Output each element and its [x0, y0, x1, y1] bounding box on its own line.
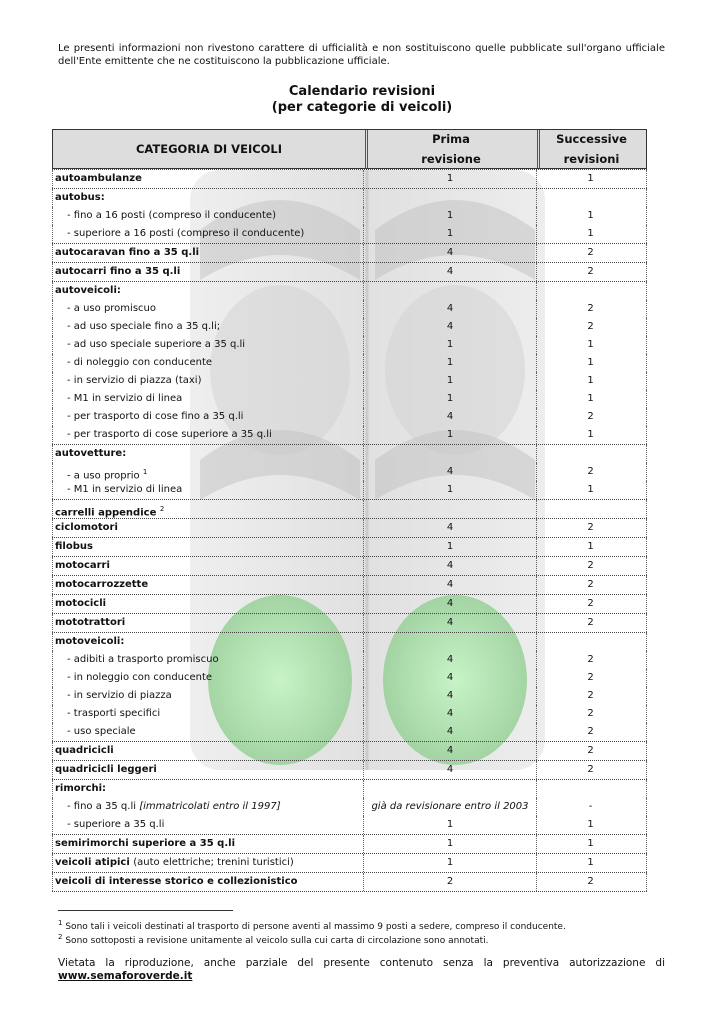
- column-divider: [646, 463, 647, 481]
- column-divider: [52, 207, 53, 225]
- first-revision-cell: 4: [446, 617, 454, 628]
- column-divider: [646, 538, 647, 556]
- first-revision-cell: 1: [446, 228, 454, 239]
- table-row: [52, 372, 647, 390]
- next-revisions-cell: 2: [587, 764, 594, 775]
- column-divider: [646, 354, 647, 372]
- category-label: autovetture:: [55, 448, 127, 459]
- first-revision-cell: 4: [446, 672, 454, 683]
- category-label: - per trasporto di cose fino a 35 q.li: [67, 411, 244, 422]
- column-divider: [52, 614, 53, 632]
- category-label: - in noleggio con conducente: [67, 672, 213, 683]
- column-divider: [536, 633, 537, 651]
- column-divider: [52, 189, 53, 207]
- column-divider: [646, 816, 647, 834]
- category-label: semirimorchi superiore a 35 q.li: [55, 838, 235, 849]
- next-revisions-cell: 2: [587, 598, 594, 609]
- column-divider: [52, 651, 53, 669]
- category-cell: [55, 595, 106, 613]
- first-revision-cell: 4: [446, 654, 454, 665]
- table-row: [52, 282, 647, 300]
- column-divider: [646, 225, 647, 243]
- column-divider: [646, 576, 647, 594]
- column-divider: [646, 244, 647, 262]
- column-divider: [646, 742, 647, 760]
- category-label: filobus: [55, 541, 93, 552]
- first-revision-cell: 1: [446, 375, 454, 386]
- header-first-l2: revisione: [421, 152, 481, 166]
- category-label: rimorchi:: [55, 783, 107, 794]
- column-divider: [52, 816, 53, 834]
- footnote-1-text: Sono tali i veicoli destinati al trasporto di persone aventi al massimo 9 posti a sedere, compreso il conducente.: [65, 922, 566, 932]
- category-cell: [55, 557, 110, 575]
- category-cell: [55, 445, 126, 463]
- column-divider: [646, 189, 647, 207]
- category-cell: [55, 816, 164, 834]
- category-cell: [55, 225, 304, 243]
- column-divider: [646, 873, 647, 891]
- next-revisions-cell: 2: [587, 466, 594, 477]
- next-revisions-cell: 2: [587, 522, 594, 533]
- first-revision-cell: 1: [446, 210, 454, 221]
- column-divider: [646, 519, 647, 537]
- first-revision-cell: 1: [446, 393, 454, 404]
- category-label: - adibiti a trasporto promiscuo: [67, 654, 219, 665]
- category-cell: [55, 244, 199, 262]
- category-cell: [55, 170, 142, 188]
- table-row: [52, 835, 647, 854]
- category-cell: [55, 854, 294, 872]
- category-cell: [55, 263, 180, 281]
- column-divider: [646, 408, 647, 426]
- first-revision-cell: 4: [446, 579, 454, 590]
- category-label: - fino a 35 q.li: [67, 801, 137, 812]
- column-divider: [646, 761, 647, 779]
- column-divider: [646, 798, 647, 816]
- table-row: [52, 614, 647, 633]
- column-divider: [536, 780, 537, 798]
- column-divider: [52, 742, 53, 760]
- header-category: CATEGORIA DI VEICOLI: [53, 130, 368, 168]
- column-divider: [52, 835, 53, 853]
- page-title: Calendario revisioni: [288, 84, 436, 99]
- table-row: [52, 595, 647, 614]
- category-cell: [55, 761, 157, 779]
- column-divider: [52, 263, 53, 281]
- category-cell: [55, 354, 212, 372]
- table-row: [52, 408, 647, 426]
- column-divider: [52, 225, 53, 243]
- table-row: [52, 169, 647, 189]
- table-body: [52, 169, 647, 892]
- revision-table: [52, 129, 647, 892]
- category-cell: [55, 705, 160, 723]
- next-revisions-cell: 1: [587, 173, 594, 184]
- first-revision-cell: 4: [446, 466, 454, 477]
- column-divider: [52, 519, 53, 537]
- category-label: autocarri fino a 35 q.li: [55, 266, 181, 277]
- category-label: - superiore a 35 q.li: [67, 819, 165, 830]
- column-divider: [52, 595, 53, 613]
- column-divider: [646, 835, 647, 853]
- column-divider: [536, 282, 537, 300]
- category-label: - M1 in servizio di linea: [67, 393, 183, 404]
- category-cell: [55, 687, 172, 705]
- table-row: [52, 481, 647, 500]
- first-revision-cell: 4: [446, 745, 454, 756]
- category-label: veicoli di interesse storico e collezionistico: [55, 876, 298, 887]
- footnote-1-number: 1: [58, 919, 63, 927]
- category-cell: [55, 519, 118, 537]
- category-label: autobus:: [55, 192, 105, 203]
- first-revision-cell: 1: [446, 357, 454, 368]
- table-row: [52, 189, 647, 207]
- column-divider: [52, 481, 53, 499]
- column-divider: [646, 207, 647, 225]
- category-cell: [55, 300, 156, 318]
- category-label: quadricicli leggeri: [55, 764, 157, 775]
- next-revisions-cell: 2: [587, 411, 594, 422]
- column-divider: [646, 318, 647, 336]
- category-label: quadricicli: [55, 745, 114, 756]
- table-row: [52, 669, 647, 687]
- table-row: [52, 426, 647, 445]
- category-label: - in servizio di piazza: [67, 690, 172, 701]
- first-revision-cell: 4: [446, 247, 454, 258]
- column-divider: [646, 500, 647, 518]
- column-divider: [363, 633, 364, 651]
- table-row: [52, 816, 647, 835]
- column-divider: [52, 463, 53, 481]
- first-revision-cell: 1: [446, 484, 454, 495]
- table-row: [52, 263, 647, 282]
- category-cell: [55, 538, 93, 556]
- category-label: - fino a 16 posti (compreso il conducente): [67, 210, 276, 221]
- next-revisions-cell: 1: [587, 393, 594, 404]
- table-row: [52, 500, 647, 519]
- column-divider: [646, 282, 647, 300]
- category-cell: [55, 336, 245, 354]
- next-revisions-cell: 1: [587, 339, 594, 350]
- table-row: [52, 576, 647, 595]
- column-divider: [646, 595, 647, 613]
- category-cell: [55, 390, 182, 408]
- column-divider: [52, 538, 53, 556]
- footnote-2: [58, 931, 489, 947]
- table-row: [52, 463, 647, 481]
- category-label: - M1 in servizio di linea: [67, 484, 183, 495]
- column-divider: [52, 557, 53, 575]
- table-row: [52, 225, 647, 244]
- category-cell: [55, 576, 148, 594]
- header-next-revisions: [537, 130, 646, 168]
- category-cell: [55, 873, 298, 891]
- column-divider: [52, 390, 53, 408]
- table-row: [52, 390, 647, 408]
- column-divider: [52, 336, 53, 354]
- category-label: - trasporti specifici: [67, 708, 161, 719]
- column-divider: [52, 798, 53, 816]
- category-label: motocarri: [55, 560, 110, 571]
- copyright-notice: Vietata la riproduzione, anche parziale del presente contenuto senza la preventiva autorizzazione di: [58, 957, 665, 969]
- first-revision-cell: 1: [446, 339, 454, 350]
- first-revision-cell: 4: [446, 411, 454, 422]
- table-row: [52, 854, 647, 873]
- table-row: [52, 873, 647, 892]
- column-divider: [536, 189, 537, 207]
- table-row: [52, 742, 647, 761]
- table-row: [52, 761, 647, 780]
- category-cell: [55, 651, 219, 669]
- next-revisions-cell: 2: [587, 745, 594, 756]
- first-revision-cell: 1: [446, 838, 454, 849]
- column-divider: [52, 687, 53, 705]
- next-revisions-cell: 1: [587, 228, 594, 239]
- category-label: autoambulanze: [55, 173, 142, 184]
- website-link[interactable]: www.semaforoverde.it: [58, 970, 193, 982]
- column-divider: [52, 500, 53, 518]
- column-divider: [52, 445, 53, 463]
- category-note: [immatricolati entro il 1997]: [139, 801, 281, 812]
- column-divider: [646, 300, 647, 318]
- column-divider: [646, 445, 647, 463]
- category-cell: [55, 742, 114, 760]
- first-revision-cell: 4: [446, 266, 454, 277]
- category-label: - a uso proprio: [67, 470, 140, 482]
- category-label: ciclomotori: [55, 522, 118, 533]
- column-divider: [646, 651, 647, 669]
- column-divider: [52, 426, 53, 444]
- category-cell: [55, 723, 136, 741]
- column-divider: [646, 614, 647, 632]
- column-divider: [52, 318, 53, 336]
- next-revisions-cell: 2: [587, 266, 594, 277]
- column-divider: [52, 354, 53, 372]
- next-revisions-cell: 2: [587, 247, 594, 258]
- next-revisions-cell: 2: [587, 579, 594, 590]
- column-divider: [52, 576, 53, 594]
- first-revision-cell: 4: [446, 690, 454, 701]
- next-revisions-cell: 2: [587, 708, 594, 719]
- header-next-l2: revisioni: [563, 152, 620, 166]
- first-revision-cell: 2: [446, 876, 454, 887]
- next-revisions-cell: 1: [587, 375, 594, 386]
- footnote-separator: [58, 910, 233, 911]
- category-label: motoveicoli:: [55, 636, 125, 647]
- column-divider: [52, 633, 53, 651]
- footnote-ref: 1: [142, 468, 148, 476]
- next-revisions-cell: 1: [587, 357, 594, 368]
- table-row: [52, 723, 647, 742]
- footnote-2-text: Sono sottoposti a revisione unitamente al veicolo sulla cui carta di circolazione sono annotati.: [65, 936, 489, 946]
- column-divider: [52, 244, 53, 262]
- table-row: [52, 687, 647, 705]
- column-divider: [646, 336, 647, 354]
- category-cell: [55, 408, 243, 426]
- category-label: motocicli: [55, 598, 107, 609]
- column-divider: [52, 408, 53, 426]
- column-divider: [646, 854, 647, 872]
- category-cell: [55, 614, 125, 632]
- next-revisions-cell: 1: [587, 857, 594, 868]
- category-cell: [55, 780, 106, 798]
- column-divider: [646, 705, 647, 723]
- table-row: [52, 207, 647, 225]
- column-divider: [646, 170, 647, 188]
- column-divider: [536, 445, 537, 463]
- footnote-2-number: 2: [58, 933, 63, 941]
- column-divider: [363, 282, 364, 300]
- next-revisions-cell: 2: [587, 560, 594, 571]
- table-row: [52, 300, 647, 318]
- header-first-l1: Prima: [432, 132, 470, 146]
- next-revisions-cell: 2: [587, 654, 594, 665]
- first-revision-cell: 1: [446, 819, 454, 830]
- column-divider: [646, 633, 647, 651]
- category-label: - in servizio di piazza (taxi): [67, 375, 202, 386]
- first-revision-cell: 4: [446, 598, 454, 609]
- column-divider: [646, 390, 647, 408]
- column-divider: [646, 723, 647, 741]
- category-label: motocarrozzette: [55, 579, 149, 590]
- category-cell: [55, 798, 281, 816]
- category-cell: [55, 669, 212, 687]
- next-revisions-cell: 1: [587, 819, 594, 830]
- category-label: - di noleggio con conducente: [67, 357, 213, 368]
- first-revision-cell: 4: [446, 726, 454, 737]
- category-cell: [55, 318, 220, 336]
- first-revision-cell: 1: [446, 429, 454, 440]
- table-row: [52, 557, 647, 576]
- table-row: [52, 354, 647, 372]
- column-divider: [646, 687, 647, 705]
- category-label: carrelli appendice: [55, 507, 157, 519]
- table-row: [52, 244, 647, 263]
- column-divider: [536, 500, 537, 518]
- column-divider: [52, 761, 53, 779]
- column-divider: [52, 669, 53, 687]
- first-revision-cell: 1: [446, 173, 454, 184]
- column-divider: [52, 873, 53, 891]
- column-divider: [646, 557, 647, 575]
- column-divider: [646, 481, 647, 499]
- category-label: - per trasporto di cose superiore a 35 q.li: [67, 429, 272, 440]
- table-row: [52, 445, 647, 463]
- category-cell: [55, 633, 124, 651]
- category-label: autocaravan fino a 35 q.li: [55, 247, 200, 258]
- column-divider: [52, 705, 53, 723]
- column-divider: [52, 282, 53, 300]
- category-label: - uso speciale: [67, 726, 136, 737]
- category-label: autoveicoli:: [55, 285, 121, 296]
- category-label: - a uso promiscuo: [67, 303, 156, 314]
- next-revisions-cell: 1: [587, 541, 594, 552]
- column-divider: [363, 445, 364, 463]
- table-row: [52, 336, 647, 354]
- table-row: [52, 780, 647, 798]
- first-revision-cell: 4: [446, 764, 454, 775]
- column-divider: [52, 854, 53, 872]
- column-divider: [363, 189, 364, 207]
- table-row: [52, 519, 647, 538]
- column-divider: [52, 723, 53, 741]
- header-first-revision: [365, 130, 540, 168]
- category-cell: [55, 282, 121, 300]
- category-cell: [55, 207, 276, 225]
- column-divider: [363, 500, 364, 518]
- category-label: - ad uso speciale superiore a 35 q.li: [67, 339, 246, 350]
- first-revision-cell: 4: [446, 708, 454, 719]
- footnote-ref: 2: [159, 505, 165, 513]
- column-divider: [363, 780, 364, 798]
- first-revision-cell: 4: [446, 303, 454, 314]
- first-revision-cell: 1: [446, 857, 454, 868]
- category-label: veicoli atipici: [55, 857, 130, 868]
- next-revisions-cell: 2: [587, 321, 594, 332]
- disclaimer-text: Le presenti informazioni non rivestono carattere di ufficialità e non sostituiscono quelle pubblicate sull'organo ufficiale dell'Ente emittente che ne costituiscono la pubblicazione ufficiale.: [58, 43, 665, 67]
- category-note: (auto elettriche; trenini turistici): [133, 857, 294, 868]
- category-label: mototrattori: [55, 617, 126, 628]
- table-row: [52, 705, 647, 723]
- category-cell: [55, 835, 235, 853]
- next-revisions-cell: 2: [587, 876, 594, 887]
- next-revisions-cell: 2: [587, 690, 594, 701]
- table-row: [52, 318, 647, 336]
- next-revisions-cell: -: [588, 801, 593, 812]
- header-next-l1: Successive: [556, 132, 627, 146]
- category-cell: [55, 426, 272, 444]
- page-subtitle: (per categorie di veicoli): [271, 100, 453, 115]
- table-row: [52, 651, 647, 669]
- next-revisions-cell: 2: [587, 672, 594, 683]
- table-row: [52, 798, 647, 816]
- category-label: - ad uso speciale fino a 35 q.li;: [67, 321, 221, 332]
- column-divider: [52, 372, 53, 390]
- next-revisions-cell: 2: [587, 303, 594, 314]
- column-divider: [646, 780, 647, 798]
- table-header: [52, 129, 647, 169]
- first-revision-cell: 1: [446, 541, 454, 552]
- category-label: - superiore a 16 posti (compreso il conducente): [67, 228, 305, 239]
- first-revision-cell: 4: [446, 321, 454, 332]
- column-divider: [646, 669, 647, 687]
- category-cell: [55, 481, 182, 499]
- first-revision-cell: 4: [446, 522, 454, 533]
- next-revisions-cell: 1: [587, 484, 594, 495]
- next-revisions-cell: 1: [587, 210, 594, 221]
- next-revisions-cell: 1: [587, 429, 594, 440]
- column-divider: [52, 300, 53, 318]
- first-revision-cell: 4: [446, 560, 454, 571]
- column-divider: [646, 263, 647, 281]
- column-divider: [52, 780, 53, 798]
- table-row: [52, 538, 647, 557]
- column-divider: [52, 170, 53, 188]
- first-revision-cell: già da revisionare entro il 2003: [371, 801, 529, 812]
- table-row: [52, 633, 647, 651]
- category-cell: [55, 372, 202, 390]
- column-divider: [646, 426, 647, 444]
- next-revisions-cell: 2: [587, 726, 594, 737]
- next-revisions-cell: 1: [587, 838, 594, 849]
- column-divider: [646, 372, 647, 390]
- category-cell: [55, 189, 105, 207]
- next-revisions-cell: 2: [587, 617, 594, 628]
